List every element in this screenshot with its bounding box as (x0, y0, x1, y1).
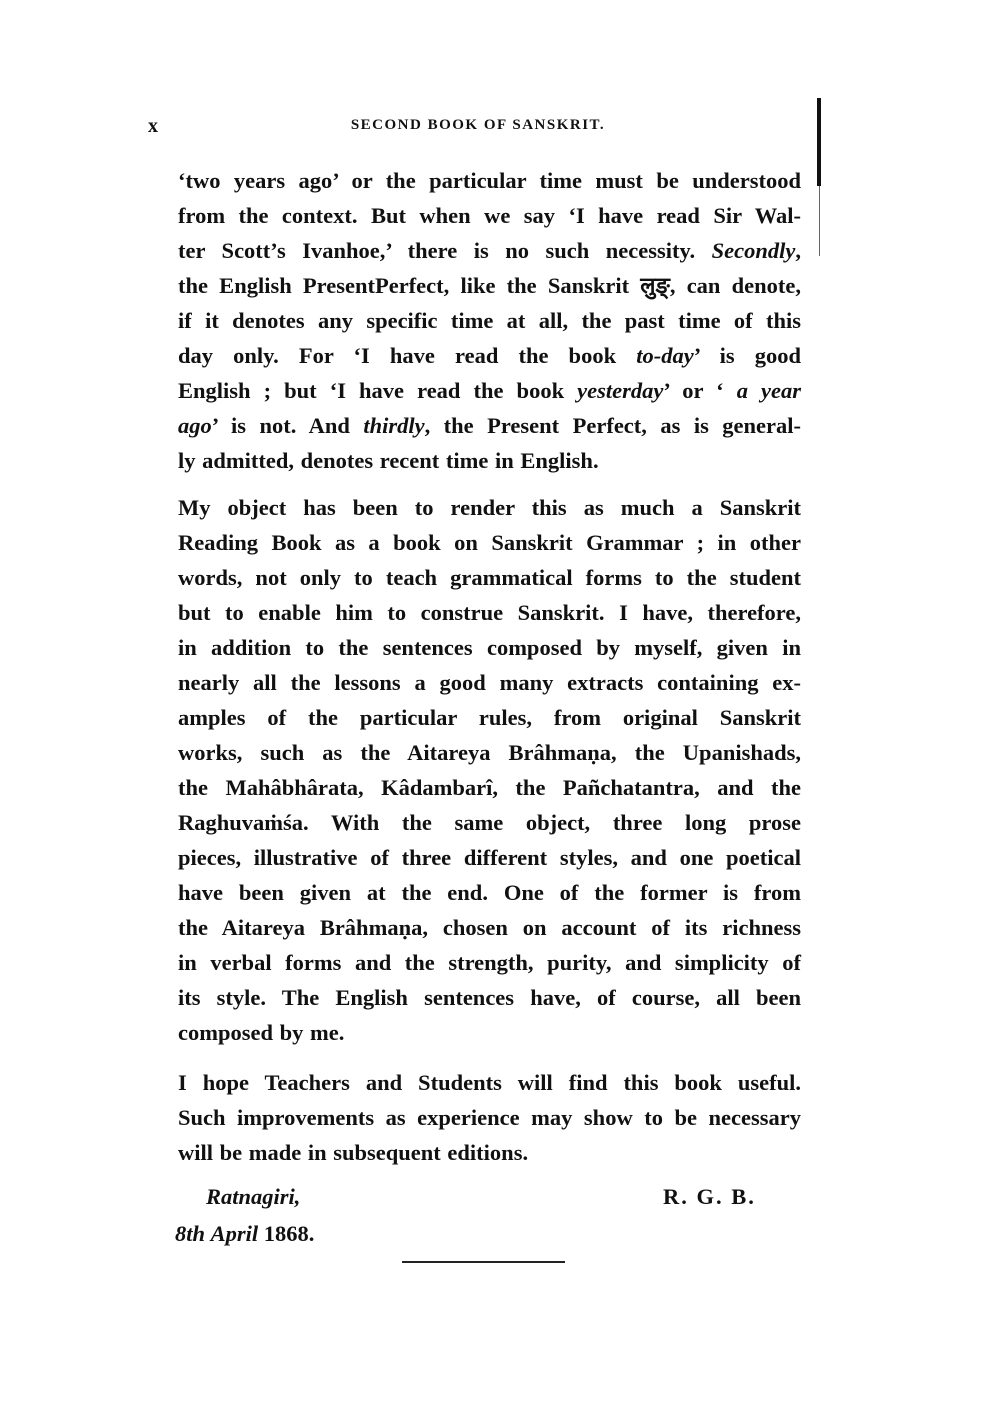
text-line (178, 735, 801, 770)
text-segment: My object has been to render this as much a Sanskrit (178, 495, 801, 520)
text-segment: the Aitareya Brâhmaṇa, chosen on account of its richness (178, 915, 801, 940)
date-month: April (210, 1221, 259, 1246)
text-segment: English ; but ‘I have read the book (178, 378, 578, 403)
text-segment: from the context. But when we say ‘I have read Sir Wal- (178, 203, 801, 228)
text-segment: ly admitted, denotes recent time in English. (178, 448, 599, 473)
paragraph-1 (178, 163, 801, 478)
text-line (178, 1135, 801, 1170)
text-line (178, 630, 801, 665)
text-line (178, 840, 801, 875)
text-line (178, 268, 801, 303)
text-line (178, 198, 801, 233)
italic-text: thirdly (363, 413, 425, 438)
date-year: 1868. (263, 1221, 315, 1246)
text-line (178, 1100, 801, 1135)
page-header (148, 115, 808, 141)
text-line (178, 875, 801, 910)
text-line (178, 1065, 801, 1100)
text-line (178, 595, 801, 630)
scan-edge-mark (817, 98, 821, 186)
text-segment: words, not only to teach grammatical forms to the student (178, 565, 801, 590)
text-line (178, 945, 801, 980)
text-segment: ‘two years ago’ or the particular time must be understood (178, 168, 801, 193)
text-segment: Reading Book as a book on Sanskrit Grammar ; in other (178, 530, 801, 555)
text-segment: ’ or ‘ (663, 378, 737, 403)
text-segment: its style. The English sentences have, of course, all been (178, 985, 801, 1010)
text-segment: the Mahâbhârata, Kâdambarî, the Pañchatantra, and the (178, 775, 801, 800)
place-text: Ratnagiri, (206, 1184, 301, 1209)
text-segment: ter Scott’s Ivanhoe,’ there is no such necessity. (178, 238, 712, 263)
text-line (178, 443, 801, 478)
text-line (178, 700, 801, 735)
text-segment: the English PresentPerfect, like the Sanskrit लुङ्, can denote, (178, 273, 801, 298)
text-segment: ’ is good (693, 343, 801, 368)
italic-text: ago (178, 413, 212, 438)
text-segment: nearly all the lessons a good many extracts containing ex- (178, 670, 801, 695)
italic-text: a year (736, 378, 802, 403)
text-line (178, 805, 801, 840)
scan-edge-mark (819, 186, 820, 256)
text-line (178, 560, 801, 595)
italic-text: yesterday (577, 378, 664, 403)
closing-rule (402, 1261, 565, 1263)
text-segment: will be made in subsequent editions. (178, 1140, 529, 1165)
text-segment: pieces, illustrative of three different styles, and one poetical (178, 845, 801, 870)
text-segment: works, such as the Aitareya Brâhmaṇa, the Upanishads, (178, 740, 801, 765)
text-line (178, 338, 801, 373)
text-segment: I hope Teachers and Students will find this book useful. (178, 1070, 801, 1095)
paragraph-3 (178, 1065, 801, 1170)
text-line (178, 408, 801, 443)
signature-place (206, 1184, 300, 1210)
text-line (178, 233, 801, 268)
italic-text: to-day (636, 343, 694, 368)
text-segment: composed by me. (178, 1020, 345, 1045)
text-segment: have been given at the end. One of the former is from (178, 880, 801, 905)
text-line (178, 490, 801, 525)
text-segment: ’ is not. And (211, 413, 364, 438)
text-segment: in addition to the sentences composed by myself, given in (178, 635, 801, 660)
text-line (178, 373, 801, 408)
text-line (178, 163, 801, 198)
text-segment: Such improvements as experience may show to be necessary (178, 1105, 801, 1130)
page-number: x (148, 115, 158, 137)
text-segment: but to enable him to construe Sanskrit. I have, therefore, (178, 600, 801, 625)
text-segment: , (795, 238, 801, 263)
paragraph-2 (178, 490, 801, 1050)
text-line (178, 770, 801, 805)
text-segment: Raghuvaṁśa. With the same object, three long prose (178, 810, 801, 835)
text-segment: day only. For ‘I have read the book (178, 343, 637, 368)
running-head: SECOND BOOK OF SANSKRIT. (350, 117, 606, 133)
text-line (178, 303, 801, 338)
text-segment: if it denotes any specific time at all, the past time of this (178, 308, 801, 333)
text-line (178, 525, 801, 560)
text-segment: , the Present Perfect, as is general- (424, 413, 801, 438)
author-initials: R. G. B. (663, 1184, 756, 1209)
date-day: 8th (175, 1221, 206, 1246)
italic-text: Secondly (711, 238, 796, 263)
text-line (178, 910, 801, 945)
signature-date (175, 1221, 314, 1247)
text-line (178, 980, 801, 1015)
text-line (178, 665, 801, 700)
text-segment: amples of the particular rules, from original Sanskrit (178, 705, 801, 730)
text-line (178, 1015, 801, 1050)
text-segment: in verbal forms and the strength, purity, and simplicity of (178, 950, 801, 975)
